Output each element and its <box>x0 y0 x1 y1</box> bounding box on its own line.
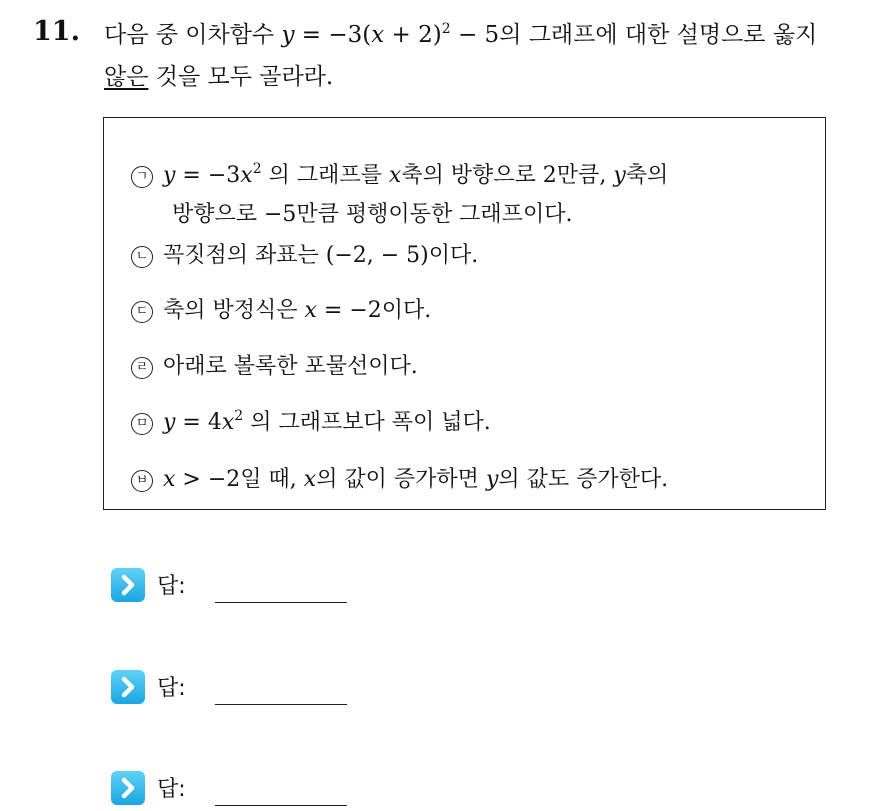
answer-label: 답: <box>157 777 186 802</box>
answer-label: 답: <box>157 676 186 701</box>
choice-item-3: ㄷ 축의 방정식은 x = −2이다. <box>131 293 431 324</box>
choice-item-4: ㄹ 아래로 볼록한 포물선이다. <box>131 349 418 380</box>
question-number: 11. <box>33 16 80 47</box>
answer-label: 답: <box>157 574 186 599</box>
choice-item-2: ㄴ 꼭짓점의 좌표는 (−2, − 5)이다. <box>131 238 478 269</box>
choice-item-1-continued: 방향으로 −5만큼 평행이동한 그래프이다. <box>172 202 573 227</box>
chevron-right-icon <box>111 568 145 602</box>
underlined-not: 않은 <box>104 64 149 90</box>
answer-blank-1[interactable] <box>215 602 347 603</box>
choice-item-6: ㅂ x > −2일 때, x의 값이 증가하면 y의 값도 증가한다. <box>131 462 668 493</box>
circled-mark-2: ㄴ <box>131 246 153 268</box>
choice-item-1: ㄱ $y = -3x^2$ 의 그래프를 x축의 방향으로 2만큼, y축의 <box>131 158 668 189</box>
circled-mark-3: ㄷ <box>131 301 153 323</box>
circled-mark-1: ㄱ <box>131 166 153 188</box>
chevron-right-icon <box>111 771 145 805</box>
circled-mark-6: ㅂ <box>131 470 153 492</box>
question-line-1: 다음 중 이차함수 $y = -3(x + 2)^2 - 5$의 그래프에 대한 설명으로 옳지 <box>104 21 818 48</box>
choice-item-5: ㅁ $y = 4x^2$ 의 그래프보다 폭이 넓다. <box>131 405 491 436</box>
question-line-2: 않은 것을 모두 골라라. <box>104 64 334 90</box>
chevron-right-icon <box>111 670 145 704</box>
answer-blank-2[interactable] <box>215 704 347 705</box>
circled-mark-5: ㅁ <box>131 413 153 435</box>
answer-blank-3[interactable] <box>215 805 347 806</box>
circled-mark-4: ㄹ <box>131 357 153 379</box>
